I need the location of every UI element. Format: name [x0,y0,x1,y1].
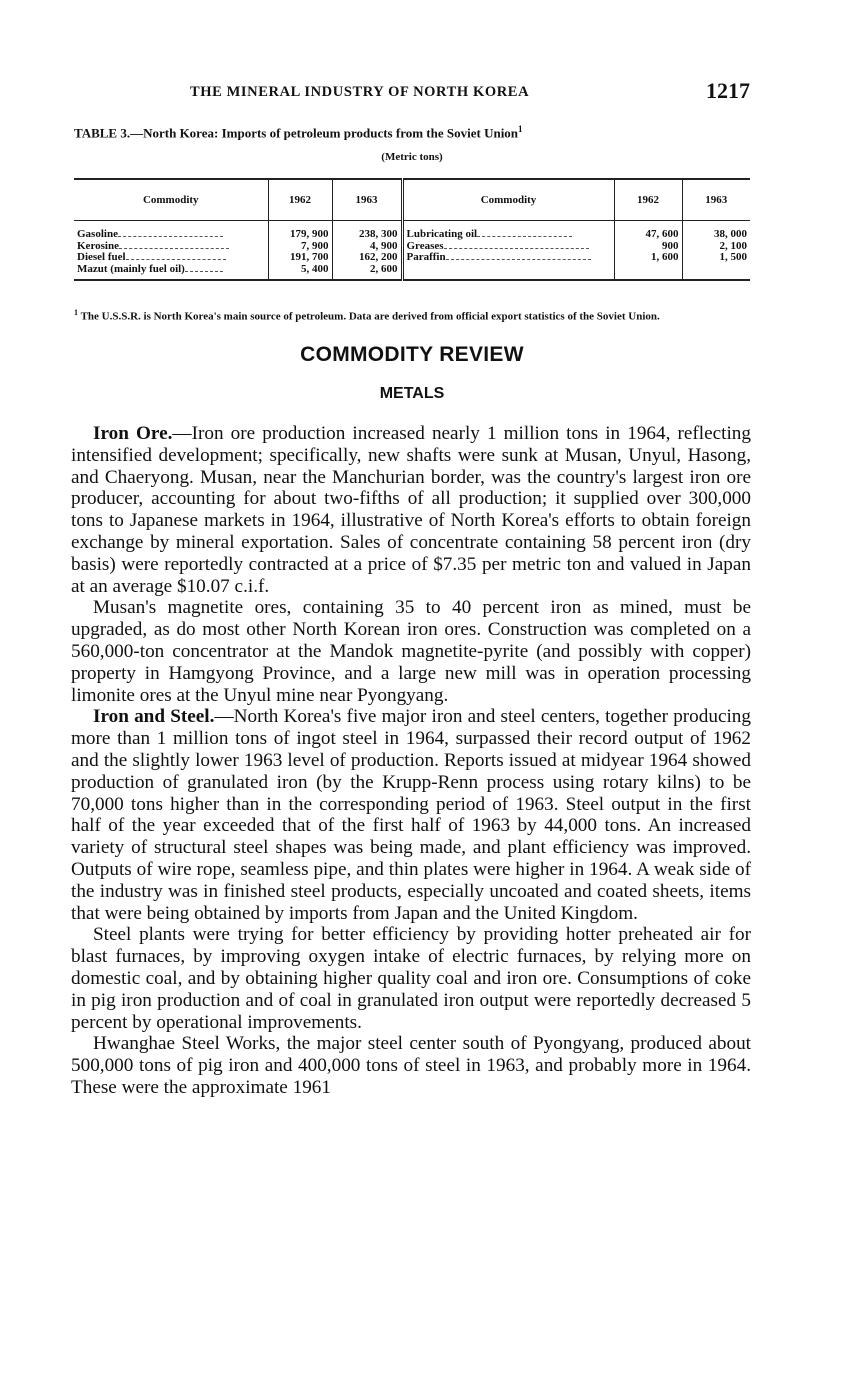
table-cell: Lubricating oil [407,229,611,241]
paragraph-text: Musan's magnetite ores, containing 35 to 40 percent iron as mined, must be upgraded, as do most other North Korean iron ores. Construction was completed on a 560,000-ton concentrator at the Mandok magnetite-pyrite (and possibly with copper) property in Hamgyong Province, and a large new mill was in operation processing limonite ores at the Unyul mine near Pyongyang. [71,597,751,706]
section-heading: COMMODITY REVIEW [300,343,524,366]
body-text [71,423,751,1099]
paragraph-text: —Iron ore production increased nearly 1 million tons in 1964, reflecting intensified development; specifically, new shafts were sunk at Musan, Unyul, Hasong, and Chaeryong. Musan, near the Manchurian border, was the country's largest iron ore producer, accounting for about two-fifths of all production; it supplied over 300,000 tons to Japanese markets in 1964, illustrative of North Korea's efforts to obtain foreign exchange by mineral exportation. Sales of concentrate containing 58 percent iron (dry basis) were reportedly contracted at a price of $7.35 per metric ton and valued in Japan at an average $10.07 c.i.f. [71,423,751,597]
paragraph-text: Hwanghae Steel Works, the major steel center south of Pyongyang, produced about 500,000 tons of pig iron and 400,000 tons of steel in 1963, and probably more in 1964. These were the approximate 1961 [71,1033,751,1098]
table-cell: 2, 600 [370,263,398,275]
left-1962-cell [268,221,332,281]
table-title [74,124,750,141]
table-cell: 162, 200 [359,252,398,263]
running-head [74,78,750,108]
paragraph-iron-and-steel [71,706,751,924]
column-header-commodity-right: Commodity [402,179,614,221]
table-cell: 38, 000 [714,229,747,240]
paragraph-text: Steel plants were trying for better efficiency by providing hotter preheated air for blast furnaces, by improving oxygen intake of electric furnaces, by relying more on domestic coal, and by obtaining higher quality coal and iron ore. Consumptions of coke in pig iron production and of coal in granulated iron output were reportedly decreased 5 percent by operational improvements. [71,924,751,1033]
paragraph-text: —North Korea's five major iron and steel centers, together producing more than 1 million tons of ingot steel in 1964, surpassed their record output of 1962 and the slightly lower 1963 level of production. Reports issued at midyear 1964 showed production of granulated iron (by the Krupp-Renn process using rotary kilns) to be 70,000 tons higher than in the corresponding period of 1963. Steel output in the first half of the year exceeded that of the first half of 1963 by 44,000 tons. An increased variety of structural steel shapes was being made, and plant efficiency was improved. Outputs of wire rope, seamless pipe, and thin plates were higher in 1964. A weak side of the industry was in finished steel products, especially uncoated and coated sheets, items that were being obtained by imports from Japan and the United Kingdom. [71,706,751,924]
left-commodity-cell [74,221,268,281]
table-cell: Kerosine [77,241,265,253]
table-cell: Paraffin [407,252,611,264]
table-unit: (Metric tons) [381,151,443,163]
table-cell: 4, 900 [370,240,398,252]
table-cell: 191, 700 [290,252,329,263]
table-cell: Mazut (mainly fuel oil) [77,264,265,276]
table-cell: 2, 100 [719,240,747,252]
column-header-1962-right: 1962 [614,179,682,221]
paragraph-hwanghae [71,1033,751,1098]
imports-table [74,178,750,281]
table-cell: 179, 900 [290,229,329,240]
paragraph-magnetite [71,597,751,706]
table-cell: 5, 400 [301,263,329,275]
paragraph-steel-plants [71,924,751,1033]
left-1963-cell [332,221,402,281]
page-number: 1217 [706,78,750,103]
table-cell: 7, 900 [301,240,329,252]
table-cell: 47, 600 [645,229,679,240]
table-cell: Gasoline [77,229,265,241]
table-footnote [74,307,750,323]
sub-heading: METALS [379,385,445,402]
footnote-marker: 1 [74,308,78,317]
table-cell: Diesel fuel [77,252,265,264]
table-title-text: TABLE 3.—North Korea: Imports of petroleum products from the Soviet Union [74,125,519,141]
run-in-heading: Iron Ore. [93,423,173,444]
right-1963-cell [682,221,750,281]
right-1962-cell [614,221,682,281]
column-header-1963: 1963 [332,179,402,221]
right-commodity-cell [402,221,614,281]
running-title: THE MINERAL INDUSTRY OF NORTH KOREA [190,84,530,100]
table-cell: 900 [662,240,679,252]
paragraph-iron-ore [71,423,751,597]
column-header-1963-right: 1963 [682,179,750,221]
footnote-text: The U.S.S.R. is North Korea's main source of petroleum. Data are derived from official export statistics of the Soviet Union. [80,310,660,323]
table-cell: 1, 500 [719,252,747,263]
table-header-row [74,179,750,221]
column-header-commodity: Commodity [74,179,268,221]
table-row [74,221,750,281]
column-header-1962: 1962 [268,179,332,221]
run-in-heading: Iron and Steel. [93,706,215,728]
table-cell: 1, 600 [651,252,679,263]
table-cell: Greases [407,241,611,253]
table-title-footnote-marker: 1 [518,124,523,134]
table-cell: 238, 300 [359,229,398,240]
